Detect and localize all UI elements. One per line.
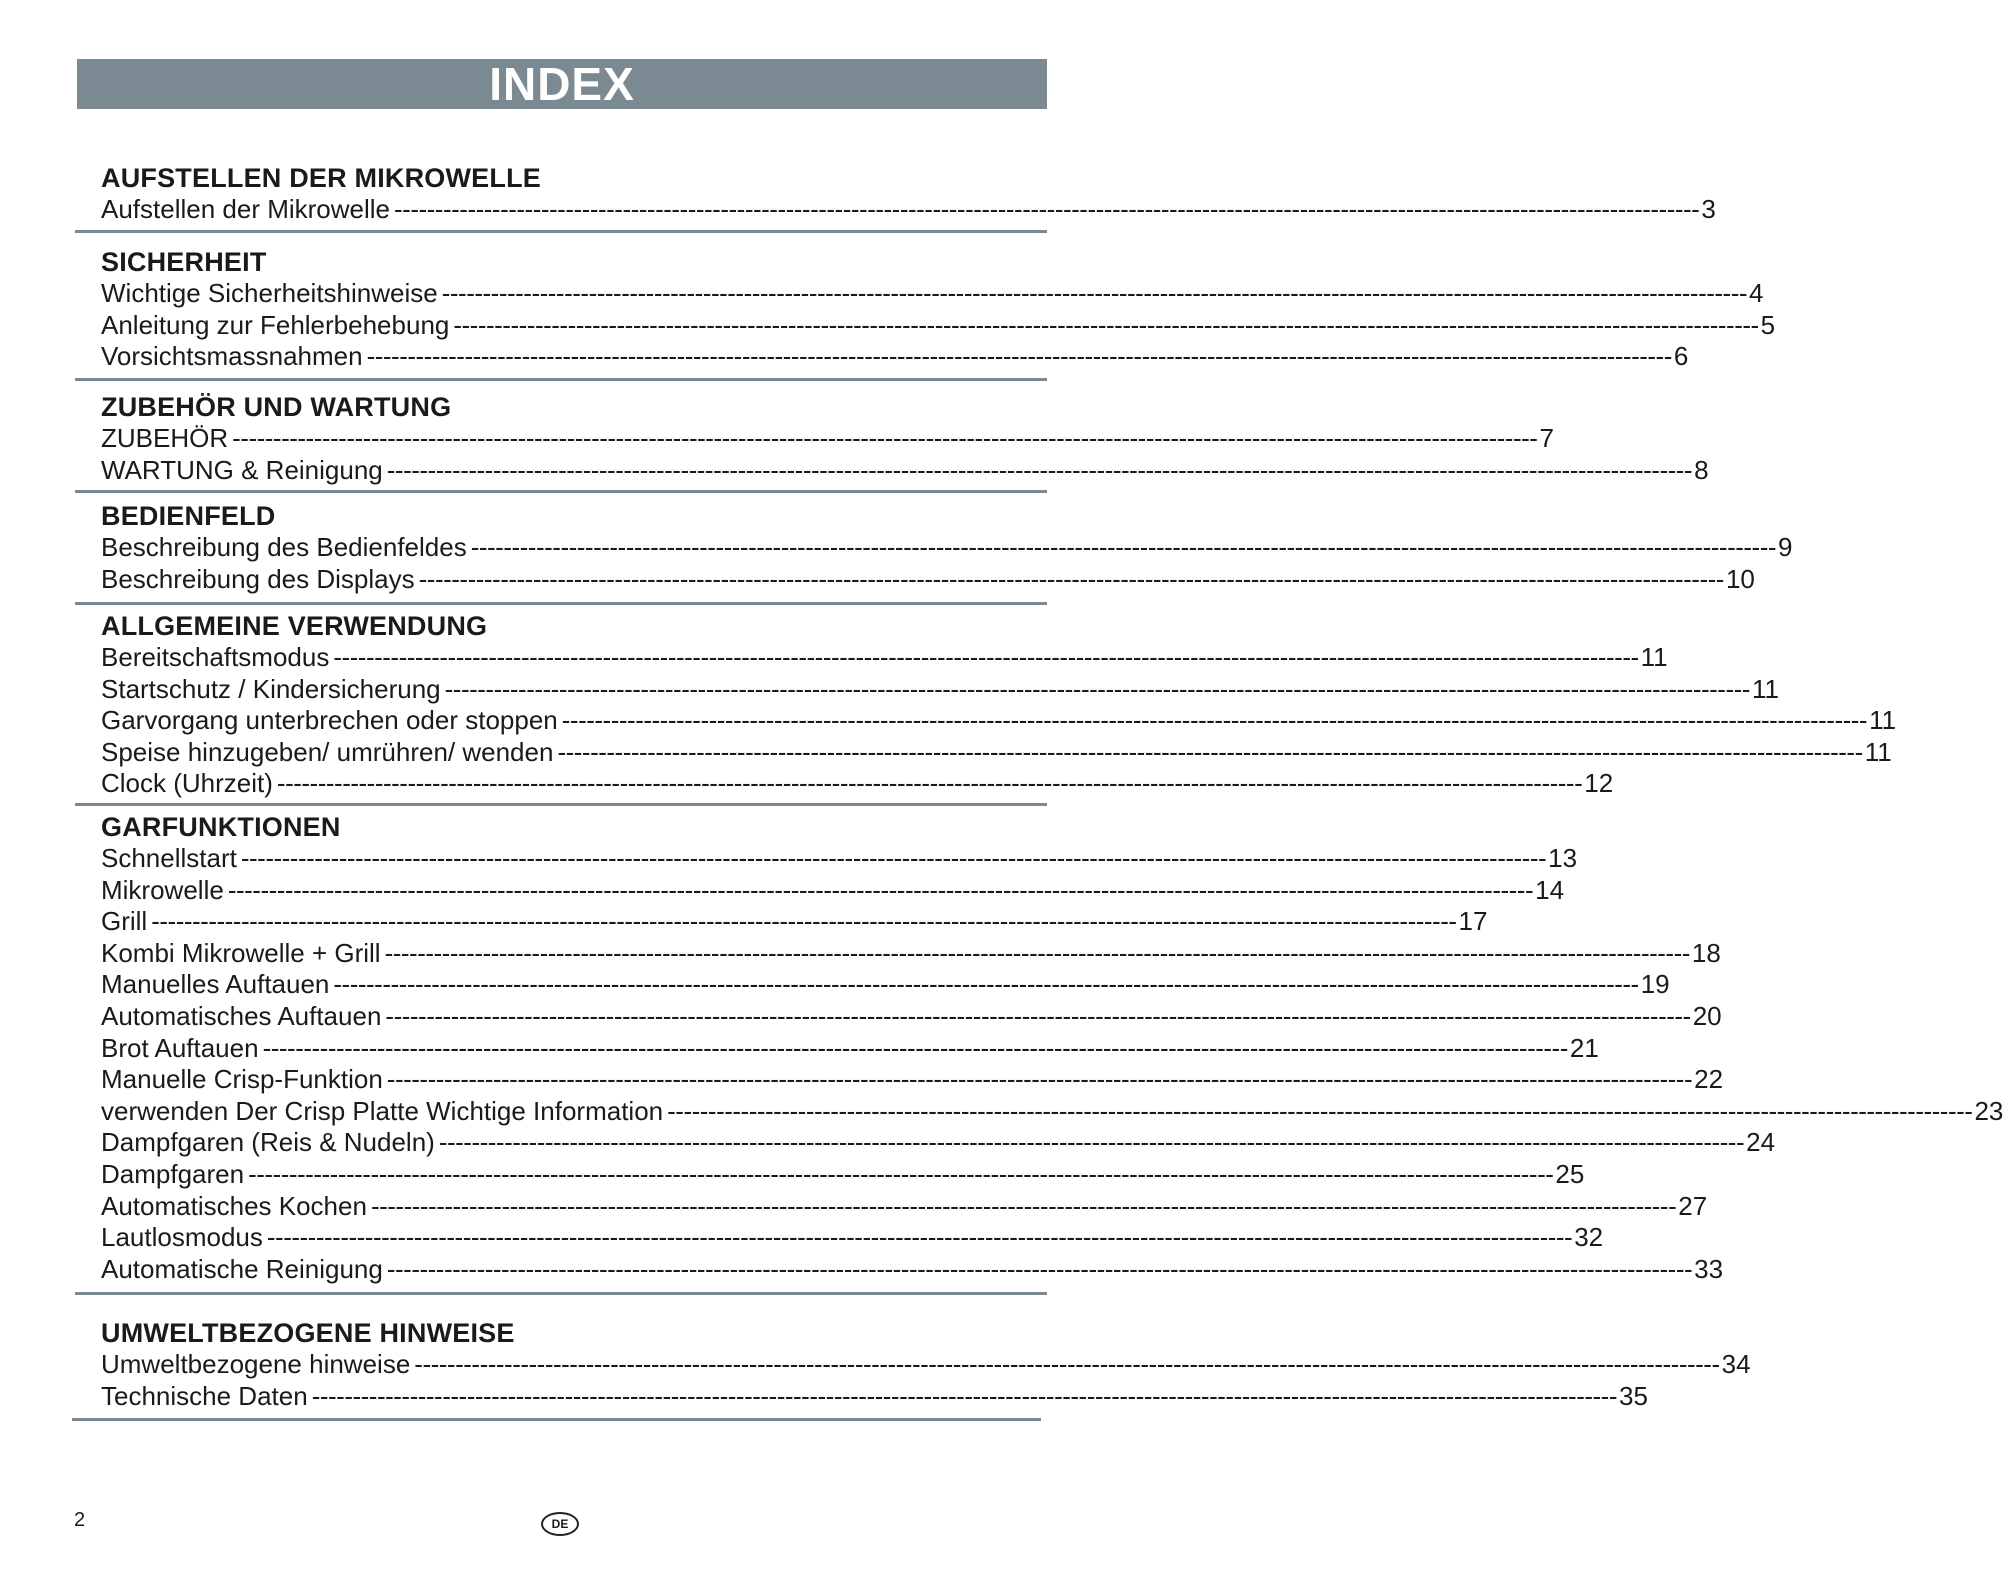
section-aufstellen [101,162,1716,226]
section-heading: GARFUNKTIONEN [101,812,341,842]
entry-label: Kombi Mikrowelle + Grill [101,937,381,968]
section-divider [72,1418,1041,1421]
dot-leader: ---------------------------------------------------------------------------------------------------------------------------------------------------------------- [385,1000,1691,1031]
entry-label: Technische Daten [101,1380,308,1411]
section-divider [75,378,1047,381]
entry-label: Beschreibung des Bedienfeldes [101,532,467,562]
entry-page: 14 [1535,874,1565,905]
toc-entry[interactable] [101,423,1554,455]
entry-label: Wichtige Sicherheitshinweise [101,278,438,308]
section-allgemeine-verwendung [101,610,1897,800]
entry-page: 34 [1721,1349,1751,1379]
dot-leader: ---------------------------------------------------------------------------------------------------------------------------------------------------------------- [266,1222,1573,1253]
dot-leader: ---------------------------------------------------------------------------------------------------------------------------------------------------------------- [444,673,1750,704]
entry-page: 11 [1751,673,1779,704]
entry-page: 18 [1691,937,1721,968]
entry-label: Dampfgaren (Reis & Nudeln) [101,1127,435,1158]
entry-page: 17 [1458,906,1488,937]
entry-label: Vorsichtsmassnahmen [101,341,363,372]
toc-entry[interactable] [101,532,1793,564]
section-garfunktionen [101,811,2003,1285]
toc-entry[interactable] [101,736,1892,769]
entry-label: Bereitschaftsmodus [101,642,330,672]
toc-entry[interactable] [101,1032,1599,1065]
dot-leader: ---------------------------------------------------------------------------------------------------------------------------------------------------------------- [438,1127,1745,1158]
entry-page: 35 [1619,1380,1648,1411]
entry-page: 13 [1548,843,1578,873]
dot-leader: ---------------------------------------------------------------------------------------------------------------------------------------------------------------- [311,1380,1617,1411]
entry-page: 7 [1539,423,1554,453]
dot-leader: ---------------------------------------------------------------------------------------------------------------------------------------------------------------- [414,1349,1720,1379]
entry-label: Dampfgaren [101,1158,245,1189]
entry-label: Umweltbezogene hinweise [101,1349,411,1379]
toc-entry[interactable] [101,1253,1724,1286]
entry-page: 11 [1864,736,1892,767]
entry-label: Manuelle Crisp-Funktion [101,1064,383,1095]
toc-entry[interactable] [101,937,1721,970]
entry-page: 4 [1749,278,1764,308]
entry-page: 22 [1694,1064,1724,1095]
section-umweltbezogene-hinweise [101,1317,1751,1412]
toc-entry[interactable] [101,1158,1585,1191]
section-sicherheit [101,246,1776,373]
toc-entry[interactable] [101,278,1764,310]
dot-leader: ---------------------------------------------------------------------------------------------------------------------------------------------------------------- [386,1064,1693,1095]
toc-entry[interactable] [101,1190,1708,1223]
entry-page: 23 [1974,1095,2003,1126]
entry-label: WARTUNG & Reinigung [101,454,383,485]
entry-page: 5 [1760,309,1776,340]
entry-label: verwenden Der Crisp Platte Wichtige Information [101,1095,664,1126]
dot-leader: ---------------------------------------------------------------------------------------------------------------------------------------------------------------- [453,309,1759,340]
entry-label: Mikrowelle [101,874,224,905]
dot-leader: ---------------------------------------------------------------------------------------------------------------------------------------------------------------- [386,1253,1693,1284]
dot-leader: ---------------------------------------------------------------------------------------------------------------------------------------------------------------- [248,1158,1554,1189]
dot-leader: ---------------------------------------------------------------------------------------------------------------------------------------------------------------- [561,705,1868,736]
toc-entry[interactable] [101,1380,1648,1413]
toc-entry[interactable] [101,341,1689,373]
section-heading: AUFSTELLEN DER MIKROWELLE [101,163,541,193]
dot-leader: ---------------------------------------------------------------------------------------------------------------------------------------------------------------- [470,532,1777,562]
section-heading: UMWELTBEZOGENE HINWEISE [101,1318,515,1348]
dot-leader: ---------------------------------------------------------------------------------------------------------------------------------------------------------------- [394,194,1700,224]
entry-label: Schnellstart [101,843,237,873]
section-divider [75,602,1047,605]
section-divider [75,803,1047,806]
section-heading: SICHERHEIT [101,247,267,277]
entry-page: 25 [1555,1158,1585,1189]
entry-label: Brot Auftauen [101,1032,259,1063]
section-divider [75,490,1047,493]
toc-entry[interactable] [101,705,1897,737]
section-divider [75,230,1047,233]
toc-entry[interactable] [101,309,1776,342]
entry-page: 6 [1673,341,1689,372]
toc-entry[interactable] [101,642,1668,674]
entry-page: 32 [1574,1222,1604,1253]
dot-leader: ---------------------------------------------------------------------------------------------------------------------------------------------------------------- [232,423,1538,453]
entry-label: Automatisches Auftauen [101,1000,382,1031]
dot-leader: ---------------------------------------------------------------------------------------------------------------------------------------------------------------- [333,969,1639,1000]
toc-entry[interactable] [101,1000,1722,1033]
section-divider [75,1292,1047,1295]
dot-leader: ---------------------------------------------------------------------------------------------------------------------------------------------------------------- [441,278,1748,308]
entry-page: 21 [1569,1032,1599,1063]
dot-leader: ---------------------------------------------------------------------------------------------------------------------------------------------------------------- [667,1095,1973,1126]
toc-entry[interactable] [101,843,1578,875]
toc-entry[interactable] [101,1222,1604,1254]
title-bar [77,59,1047,109]
toc-entry[interactable] [101,969,1670,1001]
entry-label: Grill [101,906,148,937]
section-heading: ZUBEHÖR UND WARTUNG [101,392,452,422]
toc-entry[interactable] [101,1095,2003,1128]
dot-leader: ---------------------------------------------------------------------------------------------------------------------------------------------------------------- [333,642,1639,672]
entry-label: Automatisches Kochen [101,1190,367,1221]
entry-label: Automatische Reinigung [101,1253,383,1284]
section-zubehoer [101,391,1709,486]
entry-page: 10 [1725,563,1755,594]
page-title: INDEX [489,58,635,110]
dot-leader: ---------------------------------------------------------------------------------------------------------------------------------------------------------------- [151,906,1457,937]
dot-leader: ---------------------------------------------------------------------------------------------------------------------------------------------------------------- [227,874,1534,905]
entry-label: Anleitung zur Fehlerbehebung [101,309,450,340]
toc-entry[interactable] [101,906,1488,938]
entry-page: 8 [1694,454,1709,485]
entry-page: 20 [1692,1000,1722,1031]
toc-entry[interactable] [101,1349,1751,1381]
dot-leader: ---------------------------------------------------------------------------------------------------------------------------------------------------------------- [557,736,1863,767]
entry-page: 19 [1640,969,1670,1000]
section-heading: BEDIENFELD [101,501,276,531]
dot-leader: ---------------------------------------------------------------------------------------------------------------------------------------------------------------- [386,454,1693,485]
entry-page: 24 [1746,1127,1776,1158]
section-bedienfeld [101,500,1793,595]
toc-entry[interactable] [101,563,1755,596]
toc-entry[interactable] [101,1064,1724,1096]
dot-leader: ---------------------------------------------------------------------------------------------------------------------------------------------------------------- [366,341,1672,372]
entry-page: 12 [1584,768,1614,799]
entry-label: Lautlosmodus [101,1222,263,1253]
entry-label: ZUBEHÖR [101,423,229,453]
dot-leader: ---------------------------------------------------------------------------------------------------------------------------------------------------------------- [418,563,1724,594]
entry-page: 11 [1640,642,1668,672]
toc-entry[interactable] [101,874,1565,907]
footer-page-number: 2 [74,1509,86,1531]
entry-label: Garvorgang unterbrechen oder stoppen [101,705,558,736]
entry-label: Beschreibung des Displays [101,563,415,594]
dot-leader: ---------------------------------------------------------------------------------------------------------------------------------------------------------------- [262,1032,1568,1063]
toc-entry[interactable] [101,673,1779,706]
entry-page: 27 [1678,1190,1708,1221]
toc-entry[interactable] [101,1127,1776,1159]
entry-page: 3 [1701,194,1716,224]
entry-label: Aufstellen der Mikrowelle [101,194,391,224]
entry-page: 33 [1694,1253,1724,1284]
language-badge [541,1512,579,1536]
entry-page: 11 [1869,705,1897,736]
dot-leader: ---------------------------------------------------------------------------------------------------------------------------------------------------------------- [370,1190,1677,1221]
dot-leader: ---------------------------------------------------------------------------------------------------------------------------------------------------------------- [240,843,1547,873]
entry-label: Speise hinzugeben/ umrühren/ wenden [101,736,554,767]
toc-entry[interactable] [101,194,1716,226]
toc-entry[interactable] [101,768,1614,800]
section-heading: ALLGEMEINE VERWENDUNG [101,611,488,641]
language-badge-label: DE [551,1517,569,1531]
toc-entry[interactable] [101,454,1709,487]
entry-label: Clock (Uhrzeit) [101,768,273,799]
dot-leader: ---------------------------------------------------------------------------------------------------------------------------------------------------------------- [384,937,1690,968]
entry-label: Startschutz / Kindersicherung [101,673,441,704]
dot-leader: ---------------------------------------------------------------------------------------------------------------------------------------------------------------- [276,768,1583,799]
entry-label: Manuelles Auftauen [101,969,330,1000]
entry-page: 9 [1778,532,1793,562]
